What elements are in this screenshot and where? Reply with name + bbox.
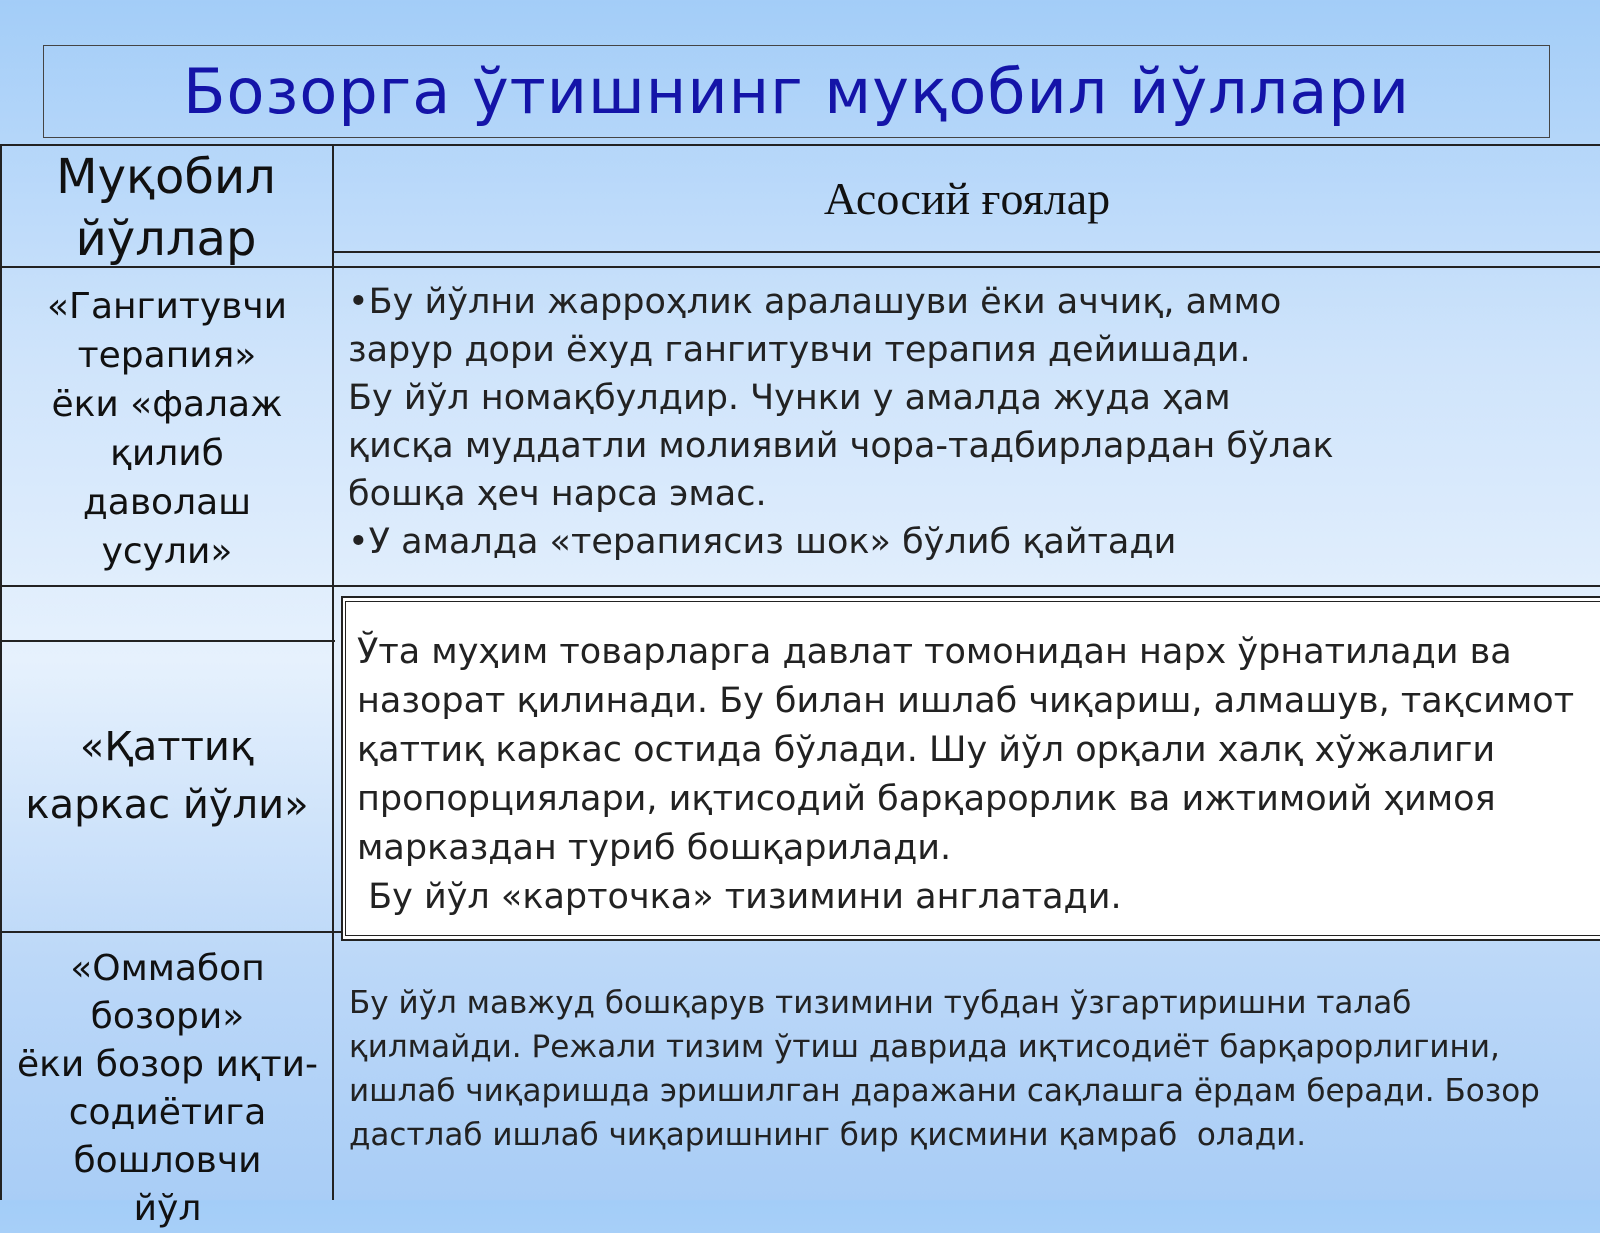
header-alternatives: Муқобил йўллар bbox=[56, 149, 276, 267]
header-main-ideas: Асосий ғоялар bbox=[823, 173, 1111, 224]
header-main-ideas-cell bbox=[334, 146, 1600, 251]
row-label-shock-therapy: «Гангитувчи терапия» ёки «фалаж қилиб даволаш усули» bbox=[46, 286, 288, 572]
header-right-underline bbox=[333, 251, 1600, 253]
row-text-hard-frame: Ўта муҳим товарларга давлат томонидан нарх ўрнатилади ва назорат қилинади. Бу билан ишлаб чиқариш, алмашув, тақсимот қаттиқ каркас остида бўлади. Шу йўл орқали халқ хўжалиги пропорциялари, иқтисодий барқарорлик ва ижтимоий ҳимоя марказдан туриб бошқарилади. Бу йўл «карточка» тизимини англатади. bbox=[357, 632, 1575, 917]
slide-title-box bbox=[43, 45, 1550, 138]
row-text-shock-therapy: •Бу йўлни жарроҳлик аралашуви ёки аччиқ, аммо зарур дори ёхуд гангитувчи терапия дейишади. Бу йўл номақбулдир. Чунки у амалда жуда ҳам қисқа муддатли молиявий чора-тадбирлардан бўлак бошқа ҳеч нарса эмас. •У амалда «терапиясиз шок» бўлиб қайтади bbox=[348, 282, 1334, 562]
row-text-popular-market: Бу йўл мавжуд бошқарув тизимини тубдан ўзгартиришни талаб қилмайди. Режали тизим ўтиш даврида иқтисодиёт барқарорлигини, ишлаб чиқаришда эришилган даражани сақлашга ёрдам беради. Бозор дастлаб ишлаб чиқаришнинг бир қисмини қамраб олади. bbox=[349, 985, 1540, 1153]
row-label-hard-frame: «Қаттиқ каркас йўли» bbox=[25, 724, 309, 828]
row1-bottom-border bbox=[0, 585, 1600, 587]
slide-title: Бозорга ўтишнинг муқобил йўллари bbox=[182, 55, 1411, 128]
row-label-popular-market: «Оммабоп бозори» ёки бозор иқти- содиётига бошловчи йўл bbox=[17, 948, 318, 1229]
spacer-bottom-border bbox=[0, 640, 335, 642]
